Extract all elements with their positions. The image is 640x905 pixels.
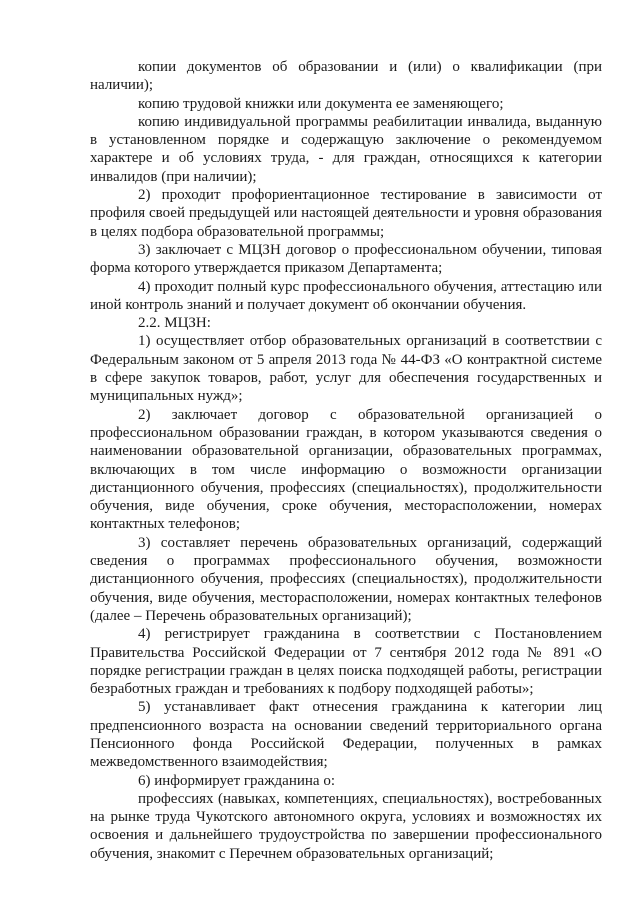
paragraph-item-4-course: 4) проходит полный курс профессионального обучения, аттестацию или иной контроль знаний и получает документ об окончании обучения. <box>90 278 602 313</box>
paragraph-copy-rehab-program: копию индивидуальной программы реабилитации инвалида, выданную в установленном порядке и содержащую заключение о рекомендуемом характере и об условиях труда, - для граждан, относящихся к категории инвалидов (при наличии); <box>90 113 602 185</box>
paragraph-item-3-contract: 3) заключает с МЦЗН договор о профессиональном обучении, типовая форма которого утверждается приказом Департамента; <box>90 241 602 277</box>
paragraph-mczn-item-2: 2) заключает договор с образовательной организацией о профессиональном образовании граждан, в котором указываются сведения о наименовании образовательной организации, образовательных программах, включающих в том числе информацию о возможности организации дистанционного обучения, профессиях (специальностях), продолжительности обучения, виде обучения, сроке обучения, месторасположении, номерах контактных телефонов; <box>90 406 602 533</box>
paragraph-mczn-item-5: 5) устанавливает факт отнесения гражданина к категории лиц предпенсионного возраста на основании сведений территориального органа Пенсионного фонда Российской Федерации, полученных в рамках межведомственного взаимодействия; <box>90 699 602 771</box>
paragraph-mczn-item-3: 3) составляет перечень образовательных организаций, содержащий сведения о программах профессионального обучения, возможности дистанционного обучения, профессиях (специальностях), продолжительности обучения, виде обучения, месторасположении, номерах контактных телефонов (далее – Перечень образовательных организаций); <box>90 534 602 624</box>
section-heading-2-2: 2.2. МЦЗН: <box>138 315 211 332</box>
paragraph-mczn-item-1: 1) осуществляет отбор образовательных организаций в соответствии с Федеральным законом от 5 апреля 2013 года № 44-ФЗ «О контрактной системе в сфере закупок товаров, работ, услуг для обеспечения государственных и муниципальных нужд»; <box>90 333 602 405</box>
paragraph-mczn-item-6: 6) информирует гражданина о: <box>138 772 335 789</box>
paragraph-mczn-item-4: 4) регистрирует гражданина в соответствии с Постановлением Правительства Российской Федерации от 7 сентября 2012 года № 891 «О порядке регистрации граждан в целях поиска подходящей работы, регистрации безработных граждан и требованиях к подбору подходящей работы»; <box>90 626 602 698</box>
paragraph-copies-education: копии документов об образовании и (или) о квалификации (при наличии); <box>90 59 602 94</box>
paragraph-item-2-testing: 2) проходит профориентационное тестирование в зависимости от профиля своей предыдущей или настоящей деятельности и уровня образования в целях подбора образовательной программы; <box>90 187 602 240</box>
paragraph-professions-info: профессиях (навыках, компетенциях, специальностях), востребованных на рынке труда Чукотского автономного округа, условиях и возможностях их освоения и дальнейшего трудоустройства по завершении профессионального обучения, знакомит с Перечнем образовательных организаций; <box>90 790 602 862</box>
paragraph-copy-work-book: копию трудовой книжки или документа ее заменяющего; <box>138 95 504 112</box>
document-body <box>90 58 602 863</box>
